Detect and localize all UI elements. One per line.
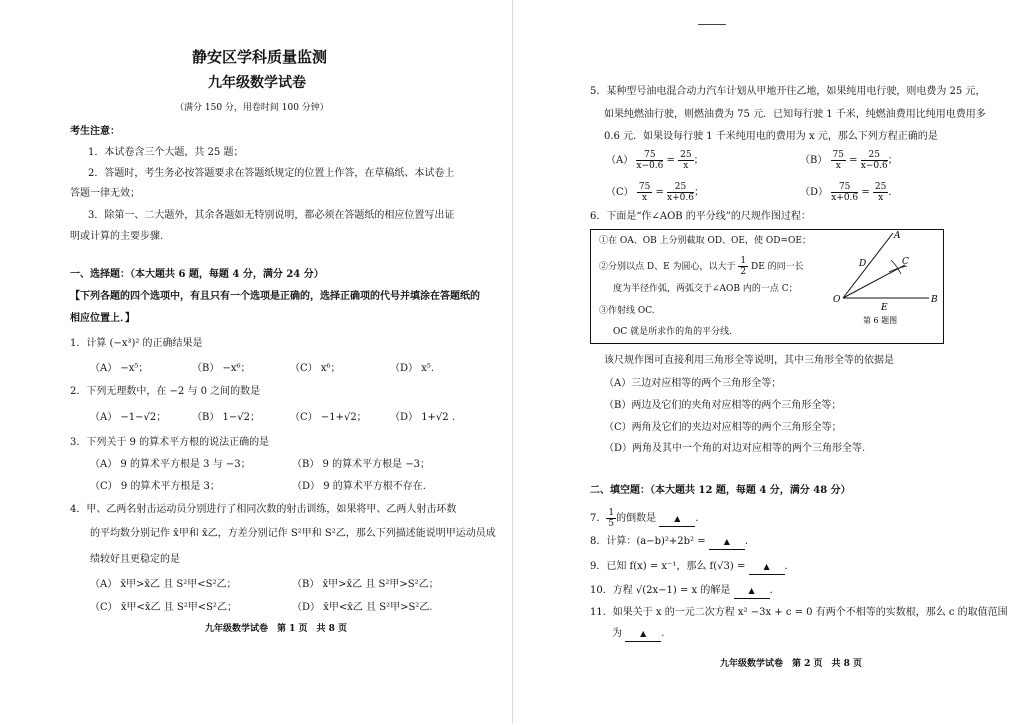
question-4a: 4．甲、乙两名射击运动员分别进行了相同次数的射击训练，如果将甲、乙两人射击环数 — [70, 504, 457, 515]
q4-option-d: （D） x̄甲<x̄乙 且 S²甲>S²乙. — [292, 602, 433, 613]
label-c: C — [902, 257, 909, 267]
exam-title: 静安区学科质量监测 — [192, 48, 328, 66]
question-1: 1．计算 (−x³)² 的正确结果是 — [70, 338, 203, 349]
question-2: 2．下列无理数中，在 −2 与 0 之间的数是 — [70, 386, 261, 397]
question-8: 8．计算：(a−b)²+2b² = ▲ . — [590, 535, 748, 550]
q5-option-a: （A） $\frac{75}{x-0.6}$ = $\frac{25}{x}$ ； — [606, 150, 704, 171]
q3-option-d: （D） 9 的算术平方根不存在. — [292, 481, 426, 492]
exam-subtitle: 九年级数学试卷 — [208, 75, 306, 91]
q5-option-c: （C） $\frac{75}{x}$ = $\frac{25}{x+0.6}$ ； — [606, 182, 704, 203]
notice-3a: 3．除第一、二大题外，其余各题如无特别说明，都必须在答题纸的相应位置写出证 — [88, 210, 455, 221]
section-1-heading: 一、选择题：（本大题共 6 题，每题 4 分，满分 24 分） — [70, 269, 324, 280]
section-1-instruction-a: 【下列各题的四个选项中，有且只有一个选项是正确的，选择正确项的代号并填涂在答题纸的 — [70, 291, 480, 302]
question-10: 10．方程 √(2x−1) = x 的解是 ▲ . — [590, 584, 773, 599]
q3-option-a: （A） 9 的算术平方根是 3 与 −3； — [90, 459, 251, 470]
question-5c: 0.6 元．如果设每行驶 1 千米纯用电的费用为 x 元，那么下列方程正确的是 — [604, 131, 938, 142]
q6-construction-box — [590, 229, 944, 344]
angle-bisector-figure — [831, 230, 941, 330]
question-5a: 5．某种型号油电混合动力汽车计划从甲地开往乙地，如果纯用电行驶，则电费为 25 元， — [590, 86, 986, 97]
ray-oa — [843, 233, 893, 298]
q11-answer-blank[interactable]: ▲ — [625, 627, 661, 642]
q5-option-b: （B） $\frac{75}{x}$ = $\frac{25}{x-0.6}$ ； — [800, 150, 898, 171]
q6-option-b: （B）两边及它们的夹角对应相等的两个三角形全等； — [604, 400, 842, 411]
step-1: ①在 OA、OB 上分别截取 OD、OE，使 OD=OE； — [599, 236, 811, 246]
question-11a: 11．如果关于 x 的一元二次方程 x² −3x + c = 0 有两个不相等的实数根，那么 c 的取值范围 — [590, 607, 1008, 618]
notice-2a: 2．答题时，考生务必按答题要求在答题纸规定的位置上作答，在草稿纸、本试卷上 — [88, 168, 455, 179]
notice-heading: 考生注意： — [70, 126, 120, 137]
notice-2b: 答题一律无效； — [70, 188, 140, 199]
q6-option-c: （C）两角及它们的夹边对应相等的两个三角形全等； — [604, 422, 842, 433]
q6-option-d: （D）两角及其中一个角的对边对应相等的两个三角形全等. — [604, 443, 866, 454]
q3-option-c: （C） 9 的算术平方根是 3； — [90, 481, 220, 492]
step-3: ③作射线 OC. — [599, 306, 655, 316]
question-9: 9．已知 f(x) = x⁻¹，那么 f(√3) = ▲ . — [590, 560, 788, 575]
q1-option-c: （C） x⁶； — [290, 363, 341, 374]
q10-answer-blank[interactable]: ▲ — [734, 584, 770, 599]
q5-option-d: （D） $\frac{75}{x+0.6}$ = $\frac{25}{x}$ . — [800, 182, 892, 203]
q7-answer-blank[interactable]: ▲ — [659, 512, 695, 527]
q2-option-c: （C） −1+√2； — [290, 412, 367, 423]
q6-question: 该尺规作图可直接利用三角形全等说明，其中三角形全等的依据是 — [604, 355, 894, 366]
q8-answer-blank[interactable]: ▲ — [709, 535, 745, 550]
header-dash — [698, 24, 726, 25]
q2-option-b: （B） 1−√2； — [192, 412, 261, 423]
q4-option-b: （B） x̄甲>x̄乙 且 S²甲>S²乙； — [292, 579, 439, 590]
step-conclusion: OC 就是所求作的角的平分线. — [613, 327, 732, 337]
label-a: A — [894, 231, 901, 241]
page-1-footer: 九年级数学试卷 第 1 页 共 8 页 — [205, 624, 348, 634]
question-7: 7． $\frac{1}{5}$ 的倒数是 ▲ . — [590, 508, 699, 529]
question-6: 6．下面是“作∠AOB 的平分线”的尺规作图过程： — [590, 211, 811, 222]
section-1-instruction-b: 相应位置上．】 — [70, 313, 135, 324]
q6-option-a: （A）三边对应相等的两个三角形全等； — [604, 378, 782, 389]
question-3: 3．下列关于 9 的算术平方根的说法正确的是 — [70, 437, 270, 448]
label-b: B — [931, 295, 938, 305]
notice-1: 1．本试卷含三个大题，共 25 题； — [88, 147, 244, 158]
exam-info: （满分 150 分，用卷时间 100 分钟） — [175, 103, 329, 113]
question-4c: 绩较好且更稳定的是 — [90, 554, 180, 565]
ray-oc — [843, 265, 905, 298]
q1-option-a: （A） −x⁵； — [90, 363, 149, 374]
label-e: E — [881, 303, 888, 313]
q2-option-a: （A） −1−√2； — [90, 412, 167, 423]
notice-3b: 明或计算的主要步骤. — [70, 231, 164, 242]
q4-option-a: （A） x̄甲>x̄乙 且 S²甲<S²乙； — [90, 579, 237, 590]
q2-option-d: （D） 1+√2 . — [390, 412, 456, 423]
label-o: O — [833, 295, 841, 305]
figure-caption: 第 6 题图 — [863, 316, 898, 325]
q1-option-d: （D） x⁵. — [390, 363, 435, 374]
q1-option-b: （B） −x⁶； — [192, 363, 251, 374]
q9-answer-blank[interactable]: ▲ — [749, 560, 785, 575]
step-2: ②分别以点 D、E 为圆心，以大于 $\frac{1}{2}$ DE 的同一长 — [599, 256, 804, 277]
question-4b: 的平均数分别记作 x̄甲和 x̄乙，方差分别记作 S²甲和 S²乙，那么下列描述能说明甲运动员成 — [90, 528, 496, 539]
q4-option-c: （C） x̄甲<x̄乙 且 S²甲<S²乙； — [90, 602, 237, 613]
page-2-footer: 九年级数学试卷 第 2 页 共 8 页 — [720, 659, 863, 669]
label-d: D — [859, 259, 867, 269]
question-5b: 如果纯燃油行驶，则燃油费为 75 元．已知每行驶 1 千米，纯燃油费用比纯用电费用多 — [604, 109, 986, 120]
q3-option-b: （B） 9 的算术平方根是 −3； — [292, 459, 430, 470]
section-2-heading: 二、填空题：（本大题共 12 题，每题 4 分，满分 48 分） — [590, 485, 851, 496]
question-11b: 为 ▲ . — [612, 627, 664, 642]
step-2-cont: 度为半径作弧，两弧交于∠AOB 内的一点 C； — [613, 284, 798, 294]
